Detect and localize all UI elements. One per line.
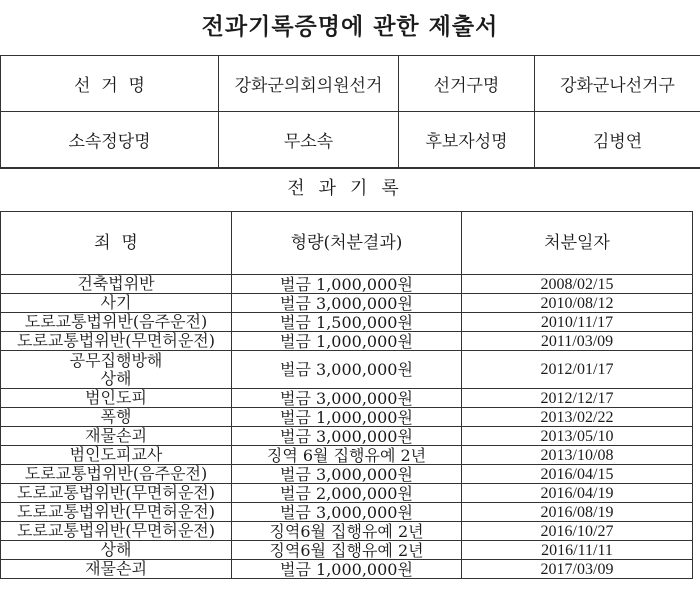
record-row	[1, 275, 693, 294]
district-label: 선거구명	[399, 56, 535, 112]
district-value: 강화군나선거구	[535, 56, 700, 112]
record-date: 2013/10/08	[462, 446, 693, 465]
record-crime-text: 도로교통법위반(음주운전)	[24, 312, 208, 331]
record-row	[1, 446, 693, 465]
record-crime	[1, 313, 232, 332]
record-crime-text: 도로교통법위반(음주운전)	[24, 464, 208, 483]
record-crime-text: 도로교통법위반(무면허운전)	[17, 483, 215, 502]
record-crime-text: 도로교통법위반(무면허운전)	[17, 502, 215, 521]
info-row-election	[1, 56, 700, 112]
record-sentence: 벌금 1,000,000원	[232, 332, 462, 351]
record-sentence: 벌금 1,000,000원	[232, 560, 462, 579]
record-date: 2016/08/19	[462, 503, 693, 522]
record-crime	[1, 465, 232, 484]
record-crime	[1, 484, 232, 503]
record-crime-text-line2: 상해	[100, 368, 132, 388]
criminal-records-table	[0, 211, 693, 579]
record-sentence: 벌금 3,000,000원	[232, 503, 462, 522]
record-crime-text: 공무집행방해	[69, 350, 163, 370]
record-date: 2016/11/11	[462, 541, 693, 560]
record-sentence: 징역6월 집행유예 2년	[232, 522, 462, 541]
records-heading: 전과기록	[0, 168, 700, 211]
record-sentence: 벌금 3,000,000원	[232, 465, 462, 484]
record-date: 2010/08/12	[462, 294, 693, 313]
record-sentence: 벌금 1,000,000원	[232, 408, 462, 427]
record-crime	[1, 446, 232, 465]
party-value: 무소속	[219, 112, 399, 168]
record-crime	[1, 408, 232, 427]
record-crime-text: 재물손괴	[85, 559, 147, 578]
record-crime-text: 범인도피	[85, 388, 147, 407]
records-header-row	[1, 212, 693, 275]
record-crime-text: 도로교통법위반(무면허운전)	[17, 521, 215, 540]
record-date: 2016/04/15	[462, 465, 693, 484]
record-crime	[1, 351, 232, 389]
record-row	[1, 351, 693, 389]
record-sentence: 징역6월 집행유예 2년	[232, 541, 462, 560]
candidate-label: 후보자성명	[399, 112, 535, 168]
record-crime	[1, 503, 232, 522]
record-sentence: 벌금 3,000,000원	[232, 427, 462, 446]
record-row	[1, 522, 693, 541]
record-row	[1, 408, 693, 427]
record-crime	[1, 541, 232, 560]
record-row	[1, 541, 693, 560]
record-crime-text: 도로교통법위반(무면허운전)	[17, 331, 215, 350]
record-crime	[1, 560, 232, 579]
record-crime-text: 범인도피교사	[69, 445, 163, 464]
record-date: 2013/05/10	[462, 427, 693, 446]
record-sentence: 벌금 2,000,000원	[232, 484, 462, 503]
record-date: 2010/11/17	[462, 313, 693, 332]
record-crime-text: 상해	[100, 540, 132, 559]
record-sentence: 징역 6월 집행유예 2년	[232, 446, 462, 465]
record-crime-text: 사기	[100, 293, 132, 312]
record-date: 2008/02/15	[462, 275, 693, 294]
record-crime-text: 건축법위반	[77, 274, 155, 293]
column-header-crime: 죄 명	[1, 212, 232, 275]
record-sentence: 벌금 3,000,000원	[232, 294, 462, 313]
record-date: 2017/03/09	[462, 560, 693, 579]
record-date: 2016/10/27	[462, 522, 693, 541]
record-row	[1, 484, 693, 503]
party-label: 소속정당명	[1, 112, 219, 168]
record-date: 2012/12/17	[462, 389, 693, 408]
record-sentence: 벌금 3,000,000원	[232, 351, 462, 389]
record-row	[1, 313, 693, 332]
record-crime	[1, 275, 232, 294]
candidate-info-table	[0, 55, 700, 168]
record-crime-text: 폭행	[100, 407, 132, 426]
record-sentence: 벌금 1,500,000원	[232, 313, 462, 332]
record-row	[1, 503, 693, 522]
record-sentence: 벌금 3,000,000원	[232, 389, 462, 408]
record-crime	[1, 427, 232, 446]
record-crime	[1, 389, 232, 408]
record-row	[1, 560, 693, 579]
record-date: 2013/02/22	[462, 408, 693, 427]
election-name-value: 강화군의회의원선거	[219, 56, 399, 112]
record-row	[1, 294, 693, 313]
record-row	[1, 427, 693, 446]
column-header-sentence: 형량(처분결과)	[232, 212, 462, 275]
document-title: 전과기록증명에 관한 제출서	[201, 13, 499, 40]
record-crime	[1, 294, 232, 313]
record-crime	[1, 332, 232, 351]
record-crime-text: 재물손괴	[85, 426, 147, 445]
record-date: 2012/01/17	[462, 351, 693, 389]
record-date: 2011/03/09	[462, 332, 693, 351]
record-crime	[1, 522, 232, 541]
candidate-value: 김병연	[535, 112, 700, 168]
election-name-label: 선 거 명	[1, 56, 219, 112]
record-sentence: 벌금 1,000,000원	[232, 275, 462, 294]
column-header-date: 처분일자	[462, 212, 693, 275]
record-date: 2016/04/19	[462, 484, 693, 503]
record-row	[1, 332, 693, 351]
record-row	[1, 465, 693, 484]
record-row	[1, 389, 693, 408]
info-row-candidate	[1, 112, 700, 168]
